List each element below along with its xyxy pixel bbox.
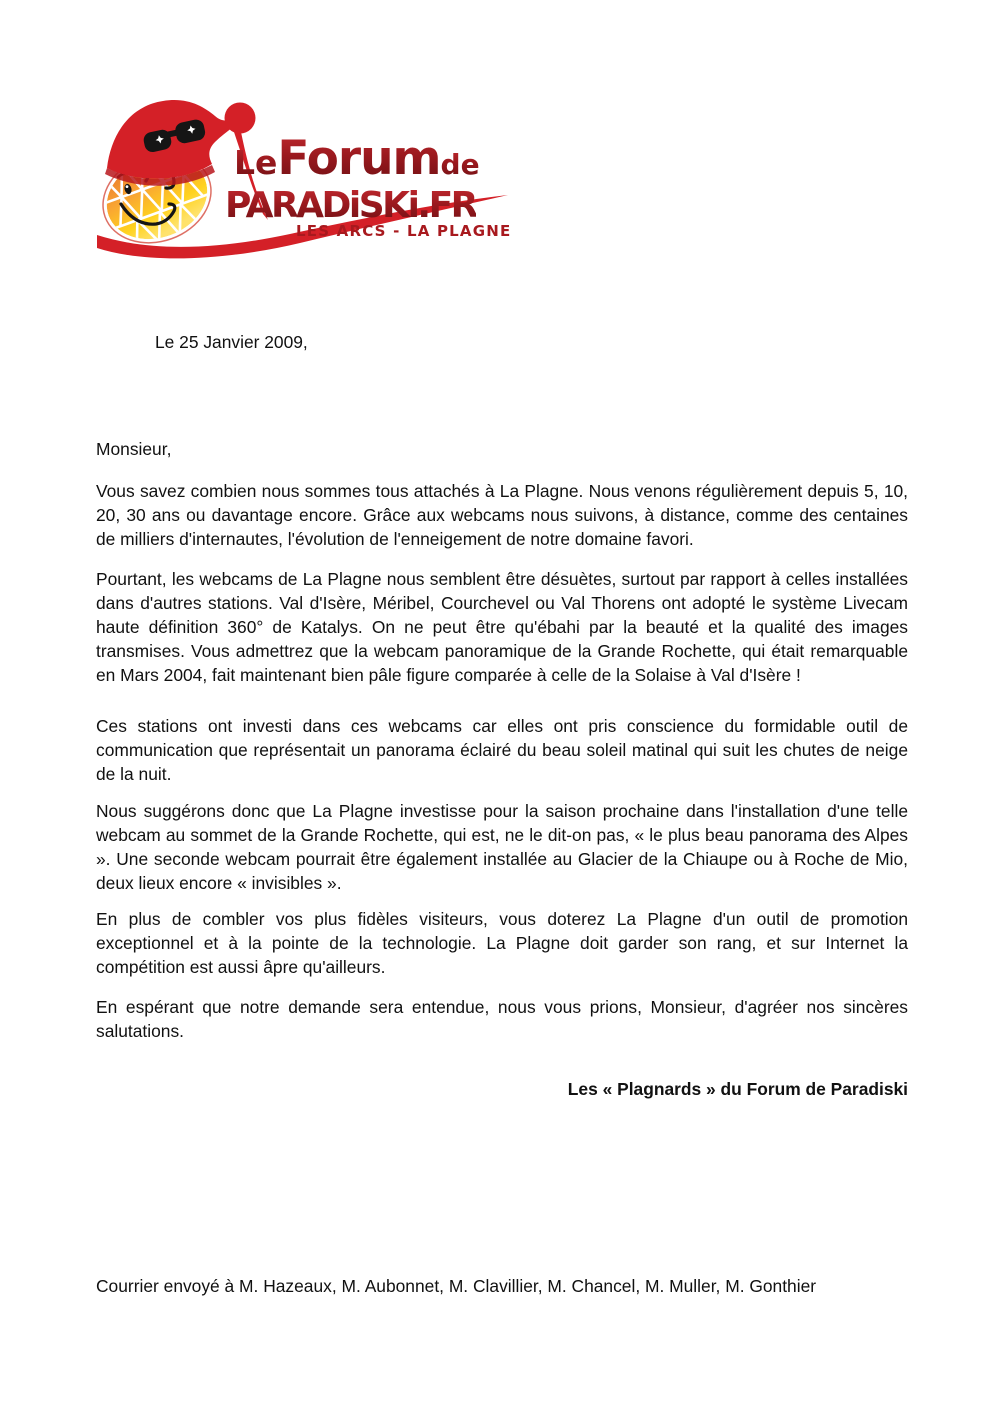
letter-footer-recipients: Courrier envoyé à M. Hazeaux, M. Aubonnet, M. Clavillier, M. Chancel, M. Muller, M. Gonthier <box>96 1276 817 1296</box>
letter-paragraph-2: Pourtant, les webcams de La Plagne nous semblent être désuètes, surtout par rapport à celles installées dans d'autres stations. Val d'Isère, Méribel, Courchevel ou Val Thorens ont adopté le système Livecam haute définition 360° de Katalys. On ne peut être qu'ébahi par la beauté et la qualité des images transmises. Vous admettrez que la webcam panoramique de la Grande Rochette, qui était remarquable en Mars 2004, fait maintenant bien pâle figure comparée à celle de la Solaise à Val d'Isère ! <box>96 569 908 685</box>
logo-tagline: LES ARCS - LA PLAGNE <box>296 222 512 240</box>
letter-date: Le 25 Janvier 2009, <box>155 332 308 352</box>
hat-pompom <box>225 103 256 134</box>
santa-hat <box>107 100 241 179</box>
logo <box>95 92 515 262</box>
letter-salutation: Monsieur, <box>96 439 172 459</box>
letter-paragraph-3: Ces stations ont investi dans ces webcams car elles ont pris conscience du formidable outil de communication que représentait un panorama éclairé du beau soleil matinal qui suit les chutes de neige de la nuit. <box>96 716 908 784</box>
letter-paragraph-6: En espérant que notre demande sera entendue, nous vous prions, Monsieur, d'agréer nos sincères salutations. <box>96 997 908 1041</box>
logo-prefix: Le <box>234 143 278 182</box>
logo-wordmark <box>234 131 480 190</box>
letter-paragraph-5: En plus de combler vos plus fidèles visiteurs, vous doterez La Plagne d'un outil de promotion exceptionnel et à la pointe de la technologie. La Plagne doit garder son rang, et sur Internet la compétition est aussi âpre qu'ailleurs. <box>96 909 908 977</box>
logo-domain: PARADiSKi.FR <box>225 185 476 226</box>
letter-signature: Les « Plagnards » du Forum de Paradiski <box>567 1079 908 1099</box>
letter-paragraph-1: Vous savez combien nous sommes tous attachés à La Plagne. Nous venons régulièrement depuis 5, 10, 20, 30 ans ou davantage encore. Grâce aux webcams nous suivons, à distance, comme des centaines de milliers d'internautes, l'évolution de l'enneigement de notre domaine favori. <box>96 481 908 549</box>
letter-paragraph-4: Nous suggérons donc que La Plagne investisse pour la saison prochaine dans l'installation d'une telle webcam au sommet de la Grande Rochette, qui est, ne le dit-on pas, « le plus beau panorama des Alpes ». Une seconde webcam pourrait être également installée au Glacier de la Chiaupe ou à Roche de Mio, deux lieux encore « invisibles ». <box>96 801 908 893</box>
logo-suffix: de <box>440 148 480 181</box>
logo-word-main: Forum <box>277 131 441 186</box>
